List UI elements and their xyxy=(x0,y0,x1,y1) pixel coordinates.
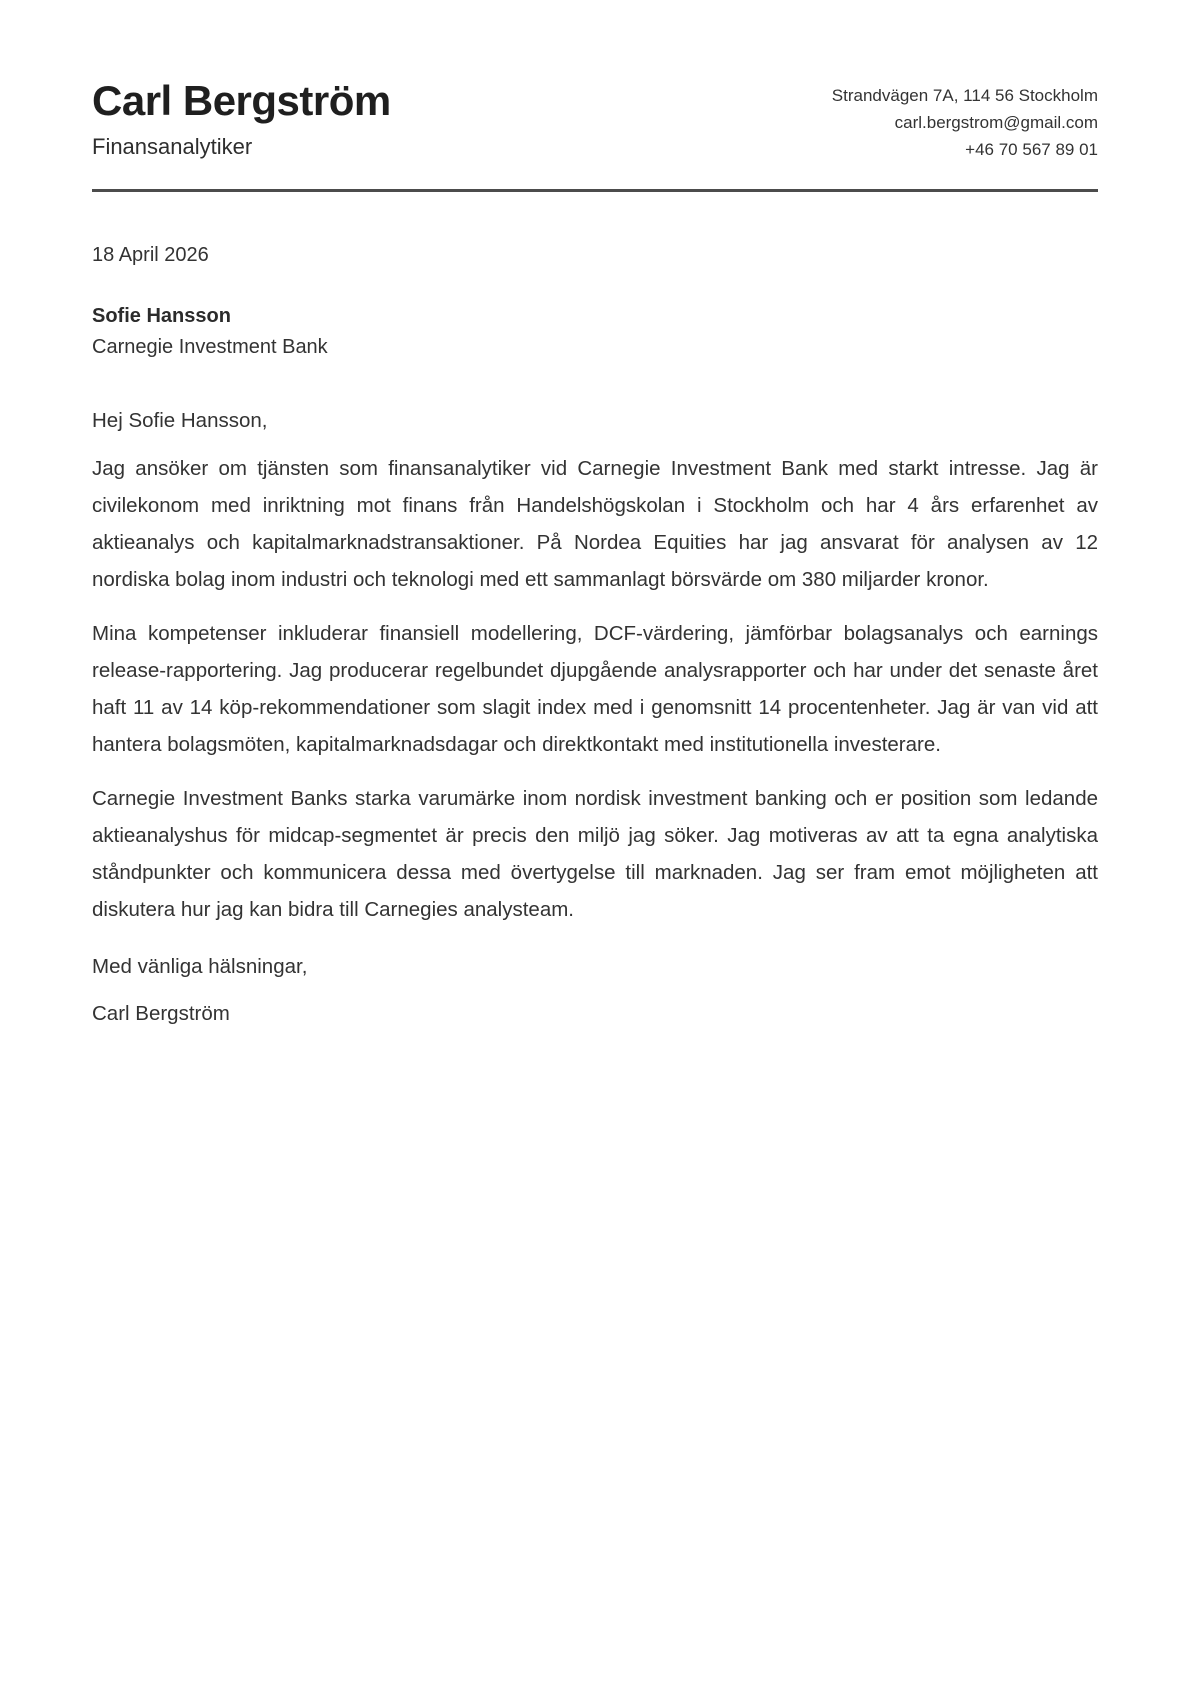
contact-phone: +46 70 567 89 01 xyxy=(965,140,1098,159)
header-divider xyxy=(92,189,1098,192)
greeting-line: Hej Sofie Hansson, xyxy=(92,409,268,432)
recipient-block xyxy=(92,301,1098,363)
letter-body xyxy=(92,244,1098,1032)
contact-block xyxy=(832,78,1098,163)
letter-date: 18 April 2026 xyxy=(92,244,209,266)
recipient-name: Sofie Hansson xyxy=(92,305,231,327)
sender-job-title: Finansanalytiker xyxy=(92,134,253,160)
contact-address: Strandvägen 7A, 114 56 Stockholm xyxy=(831,86,1098,105)
paragraph-competences: Mina kompetenser inkluderar finansiell modellering, DCF-värdering, jämförbar bolagsanalys och earnings release-rapportering. Jag producerar regelbundet djupgående analysrapporter och har under det senaste året haft 11 av 14 köp-rekommendationer som slagit index med i genomsnitt 14 procentenheter. Jag är van vid att hantera bolagsmöten, kapitalmarknadsdagar och direktkontakt med institutionella investerare. xyxy=(92,622,1098,756)
recipient-company: Carnegie Investment Bank xyxy=(92,336,328,358)
letter-header xyxy=(92,78,1098,163)
paragraph-introduction: Jag ansöker om tjänsten som finansanalytiker vid Carnegie Investment Bank med starkt intresse. Jag är civilekonom med inriktning mot finans från Handelshögskolan i Stockholm och har 4 års erfarenhet av aktieanalys och kapitalmarknadstransaktioner. På Nordea Equities har jag ansvarat för analysen av 12 nordiska bolag inom industri och teknologi med ett sammanlagt börsvärde om 380 miljarder kronor. xyxy=(92,457,1098,591)
sender-name: Carl Bergström xyxy=(92,77,391,124)
closing-line: Med vänliga hälsningar, xyxy=(92,955,308,978)
contact-email: carl.bergstrom@gmail.com xyxy=(894,113,1098,132)
signature-name: Carl Bergström xyxy=(92,1002,230,1025)
sender-identity xyxy=(92,78,391,160)
paragraph-motivation: Carnegie Investment Banks starka varumärke inom nordisk investment banking och er position som ledande aktieanalyshus för midcap-segmentet är precis den miljö jag söker. Jag motiveras av att ta egna analytiska ståndpunkter och kommunicera dessa med övertygelse till marknaden. Jag ser fram emot möjligheten att diskutera hur jag kan bidra till Carnegies analysteam. xyxy=(92,787,1098,921)
